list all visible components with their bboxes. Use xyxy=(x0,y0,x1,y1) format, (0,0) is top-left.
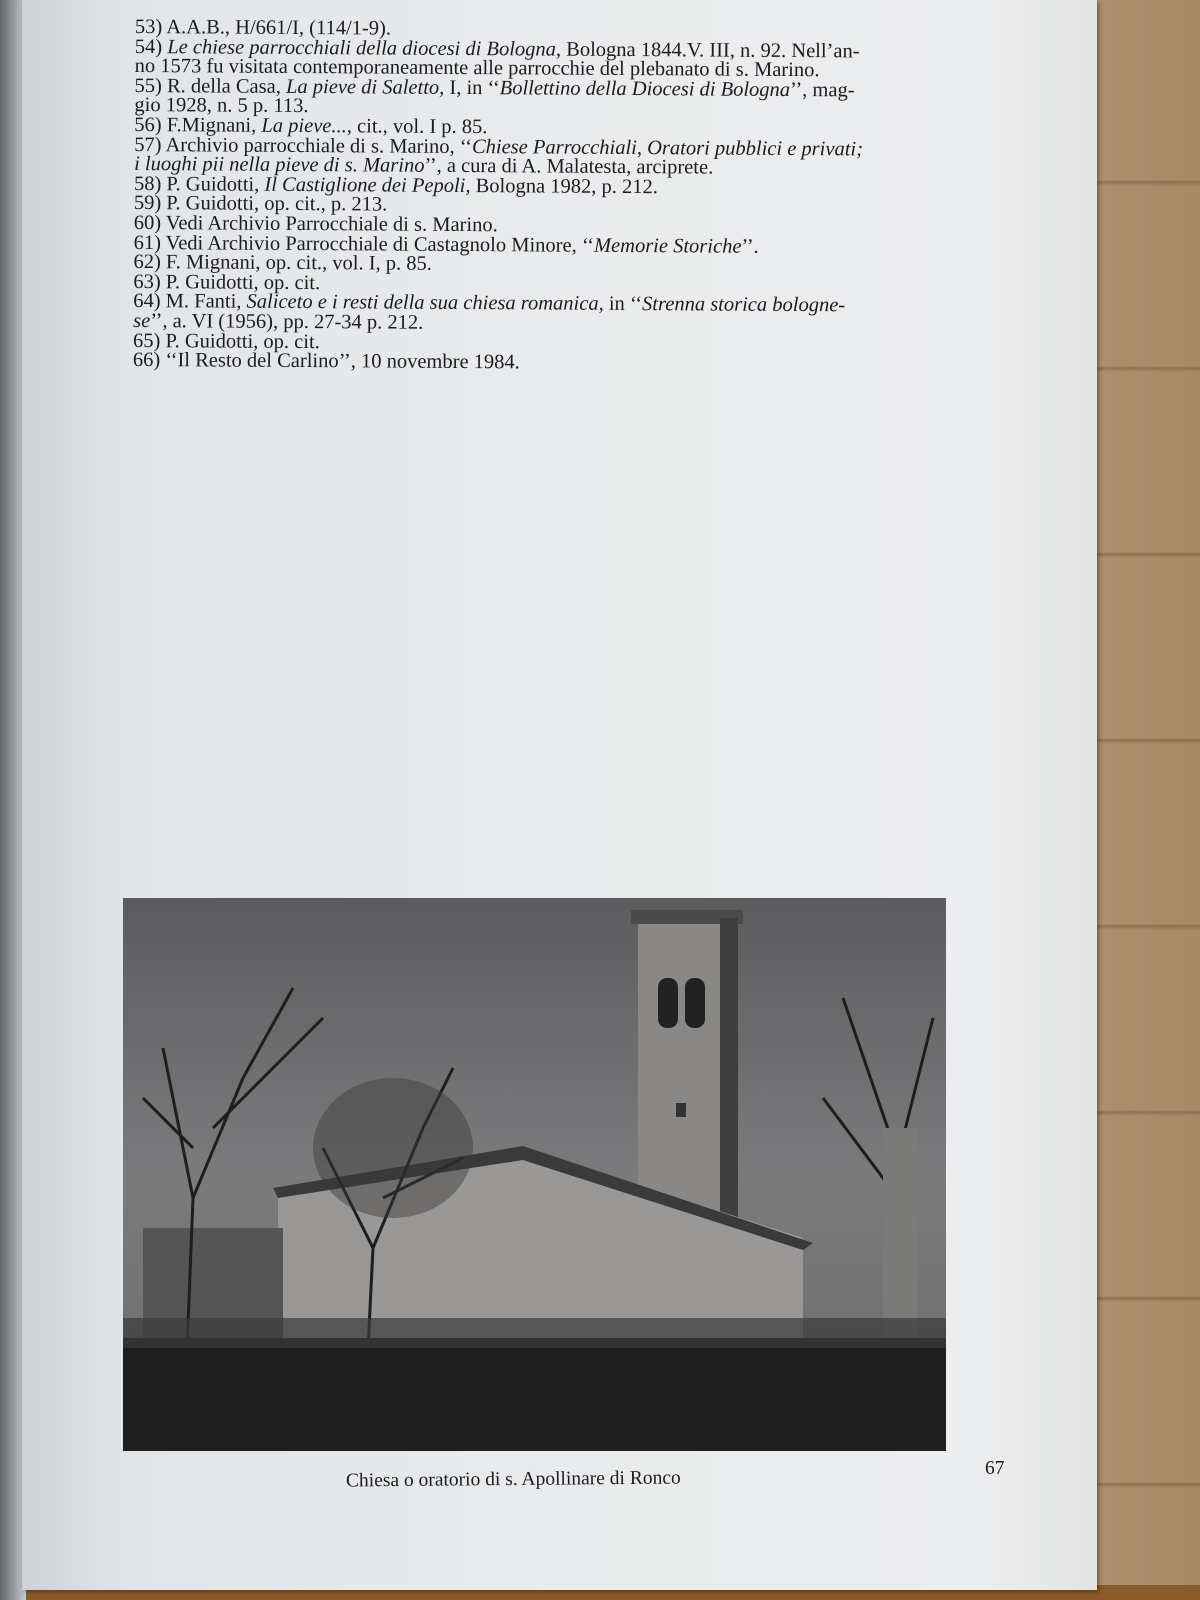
footnote-text: 63) P. Guidotti, op. cit. xyxy=(133,270,321,294)
footnote-text: in ‘‘ xyxy=(603,293,643,316)
footnote-text: ’’, a cura di A. Malatesta, arciprete. xyxy=(424,154,714,179)
footnote-italic-text: La pieve..., xyxy=(261,114,353,138)
footnote-italic-text: Le chiese parrocchiali della diocesi di Bologna, xyxy=(167,35,562,61)
footnote-text: gio 1928, n. 5 p. 113. xyxy=(134,94,309,118)
footnote-italic-text: Memorie Storiche xyxy=(593,234,742,258)
footnote-text: 62) F. Mignani, op. cit., vol. I, p. 85. xyxy=(133,251,433,275)
footnote-text: 59) P. Guidotti, op. cit., p. 213. xyxy=(133,192,388,216)
footnote-text: 56) F.Mignani, xyxy=(134,113,262,137)
footnote-text: 54) xyxy=(134,35,168,58)
footnote-italic-text: i luoghi pii nella pieve di s. Marino xyxy=(134,153,425,177)
footnote-text: ’’, a. VI (1956), pp. 27-34 p. 212. xyxy=(150,310,424,334)
photo-caption: Chiesa o oratorio di s. Apollinare di Ronco xyxy=(345,1467,681,1492)
footnote-italic-text: Bollettino della Diocesi di Bologna xyxy=(499,77,791,101)
footnote-text: 66) ‘‘Il Resto del Carlino’’, 10 novembre 1984. xyxy=(132,349,520,374)
wood-grain xyxy=(1095,0,1200,1600)
page-number: 67 xyxy=(985,1458,1005,1479)
footnote-italic-text: La pieve di Saletto, xyxy=(285,75,445,99)
footnotes-list xyxy=(133,18,965,376)
footnote-text: 61) Vedi Archivio Parrocchiale di Castagnolo Minore, ‘‘ xyxy=(133,231,595,257)
footnote-text: 65) P. Guidotti, op. cit. xyxy=(132,329,320,353)
footnote-text: no 1573 fu visitata contemporaneamente alle parrocchie del plebanato di s. Marino. xyxy=(134,55,820,82)
footnote-text: 53) A.A.B., H/661/I, (114/1-9). xyxy=(134,16,392,40)
footnote-italic-text: Chiese Parrocchiali, Oratori pubblici e privati; xyxy=(471,135,864,161)
church-photo-image xyxy=(123,898,946,1451)
footnote-text: ’’. xyxy=(741,235,759,258)
footnote-italic-text: se xyxy=(133,309,151,333)
footnote-text: 55) R. della Casa, xyxy=(134,74,287,98)
footnote-text: I, in ‘‘ xyxy=(444,76,500,100)
footnote-text: 64) M. Fanti, xyxy=(133,290,247,313)
footnote-text: 57) Archivio parrocchiale di s. Marino, ‘‘ xyxy=(134,133,473,158)
footnote-text: cit., vol. I p. 85. xyxy=(351,115,488,139)
footnote-text: 58) P. Guidotti, xyxy=(133,172,265,196)
footnote-italic-text: Strenna storica bologne- xyxy=(642,293,846,317)
footnote-text: 60) Vedi Archivio Parrocchiale di s. Marino. xyxy=(133,211,498,237)
footnote-text: ’’, mag- xyxy=(790,78,855,102)
footnote-italic-text: Il Castiglione dei Pepoli, xyxy=(264,173,471,197)
footnote-text: Bologna 1982, p. 212. xyxy=(470,174,658,198)
church-photograph xyxy=(123,898,946,1451)
footnote-italic-text: Saliceto e i resti della sua chiesa romanica, xyxy=(246,290,604,316)
footnote-text: Bologna 1844.V. III, n. 92. Nell’an- xyxy=(561,38,860,63)
